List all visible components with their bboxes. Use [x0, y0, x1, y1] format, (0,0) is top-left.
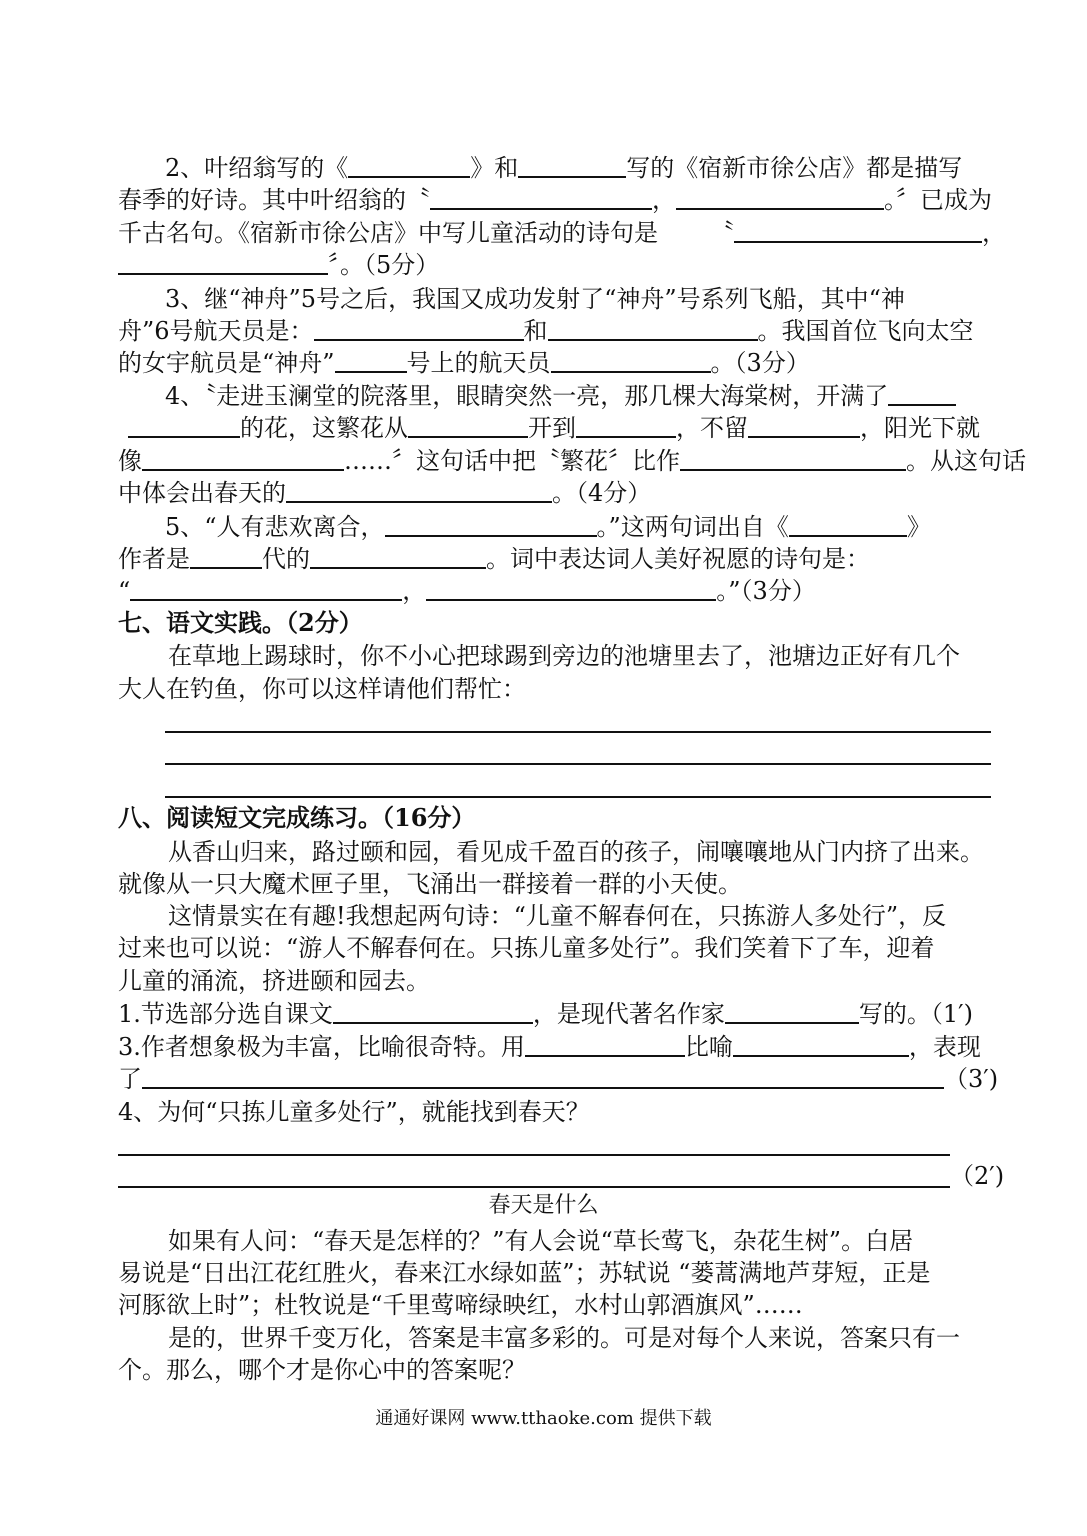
text: 。”（3分） — [716, 577, 816, 605]
s8-q4-score: （2′) — [950, 1162, 1005, 1190]
text: （3′) — [944, 1065, 999, 1093]
text: 千古名句。《宿新市徐公店》中写儿童活动的诗句是 — [118, 219, 658, 247]
blank[interactable] — [748, 412, 860, 438]
text: 。我国首位飞向太空 — [757, 317, 974, 345]
blank[interactable] — [551, 347, 711, 373]
s8-q4: 4、为何“只拣儿童多处行”，就能找到春天？ — [118, 1098, 590, 1126]
text: ，不留 — [676, 414, 748, 442]
text: 比喻 — [684, 1033, 733, 1061]
text: 1.节选部分选自课文 — [118, 1000, 333, 1028]
q4-line-3 — [118, 445, 1026, 477]
answer-line[interactable] — [118, 1154, 950, 1156]
blank[interactable] — [314, 315, 524, 341]
text: 》 — [906, 513, 931, 541]
text: 了 — [118, 1065, 142, 1093]
passage-2-line-1: 如果有人问：“春天是怎样的？”有人会说“草长莺飞，杂花生树”。白居 — [168, 1227, 914, 1255]
blank[interactable] — [680, 445, 906, 471]
blank[interactable] — [128, 412, 240, 438]
text: 4、〝走进玉澜堂的院落里，眼睛突然一亮，那几棵大海棠树，开满了 — [165, 382, 889, 410]
text: 。（3分） — [710, 349, 810, 377]
s7-paragraph-line-2: 大人在钓鱼，你可以这样请他们帮忙： — [118, 675, 526, 703]
text: 3、继“神舟”5号之后，我国又成功发射了“神舟”号系列飞船，其中“神 — [165, 285, 905, 313]
blank[interactable] — [518, 152, 626, 178]
text: 像 — [118, 447, 142, 475]
q5-line-2 — [118, 543, 870, 575]
blank[interactable] — [333, 998, 533, 1024]
q3-line-3 — [118, 347, 810, 379]
text: 舟”6号航天员是： — [118, 317, 314, 345]
blank[interactable] — [576, 412, 676, 438]
text: 中体会出春天的 — [118, 479, 286, 507]
text: 。从这句话 — [906, 447, 1026, 475]
text: 。〞已成为 — [884, 186, 992, 214]
q3-line-2 — [118, 315, 974, 347]
text: 5、“人有悲欢离合， — [165, 513, 385, 541]
text: 2、叶绍翁写的《 — [165, 154, 349, 182]
blank[interactable] — [310, 543, 486, 569]
s8-passage-line-4: 过来也可以说：“游人不解春何在。只拣儿童多处行”。我们笑着下了车，迎着 — [118, 934, 935, 962]
s8-passage-line-1: 从香山归来，路过颐和园，看见成千盈百的孩子，闹嚷嚷地从门内挤了出来。 — [168, 838, 984, 866]
page-footer: 通通好课网 www.tthaoke.com 提供下载 — [375, 1408, 712, 1429]
blank[interactable] — [789, 511, 907, 537]
q2-line-2 — [118, 184, 992, 216]
blank[interactable] — [130, 575, 402, 601]
q5-line-3 — [118, 575, 816, 607]
text: 。（4分） — [552, 479, 652, 507]
blank[interactable] — [676, 184, 884, 210]
blank[interactable] — [118, 249, 328, 275]
s8-q1 — [118, 998, 973, 1030]
s8-passage-line-3: 这情景实在有趣!我想起两句诗：“儿童不解春何在，只拣游人多处行”，反 — [168, 902, 947, 930]
q2-line-3 — [118, 217, 1006, 249]
passage-2-title: 春天是什么 — [488, 1193, 599, 1218]
text: 。词中表达词人美好祝愿的诗句是： — [486, 545, 870, 573]
text: ，是现代著名作家 — [532, 1000, 725, 1028]
s7-paragraph-line-1: 在草地上踢球时，你不小心把球踢到旁边的池塘里去了，池塘边正好有几个 — [168, 642, 960, 670]
answer-line[interactable] — [165, 731, 991, 733]
passage-2-line-2: 易说是“日出江花红胜火，春来江水绿如蓝”；苏轼说 “蒌蒿满地芦芽短，正是 — [118, 1259, 931, 1287]
blank[interactable] — [408, 412, 528, 438]
q2-line-1 — [165, 152, 962, 184]
text: ， — [982, 219, 1006, 247]
answer-line[interactable] — [165, 763, 991, 765]
text: 代的 — [262, 545, 310, 573]
text: 春季的好诗。其中叶绍翁的〝 — [118, 186, 430, 214]
blank[interactable] — [335, 347, 407, 373]
blank[interactable] — [430, 184, 652, 210]
blank[interactable] — [548, 315, 758, 341]
blank[interactable] — [734, 217, 982, 243]
section-8-title: 八、阅读短文完成练习。（16分） — [118, 803, 476, 832]
blank[interactable] — [385, 511, 597, 537]
blank[interactable] — [725, 998, 859, 1024]
text: 的花，这繁花从 — [240, 414, 408, 442]
text: 〞。（5分） — [328, 251, 440, 279]
passage-2-line-4: 是的，世界千变万化，答案是丰富多彩的。可是对每个人来说，答案只有一 — [168, 1324, 960, 1352]
blank[interactable] — [426, 575, 716, 601]
passage-2-line-5: 个。那么，哪个才是你心中的答案呢？ — [118, 1356, 526, 1384]
text: 开到 — [528, 414, 576, 442]
blank[interactable] — [525, 1031, 685, 1057]
s8-q3-line-1 — [118, 1031, 981, 1063]
s8-passage-line-5: 儿童的涌流，挤进颐和园去。 — [118, 967, 430, 995]
q3-line-1 — [165, 283, 905, 315]
blank[interactable] — [190, 543, 262, 569]
answer-line[interactable] — [165, 796, 991, 798]
blank[interactable] — [888, 380, 956, 406]
text: 的女宇航员是“神舟” — [118, 349, 335, 377]
s8-passage-line-2: 就像从一只大魔术匣子里，飞涌出一群接着一群的小天使。 — [118, 870, 742, 898]
q4-line-2 — [128, 412, 980, 444]
section-7-title: 七、语文实践。（2分） — [118, 608, 363, 637]
text: 3.作者想象极为丰富，比喻很奇特。用 — [118, 1033, 525, 1061]
blank[interactable] — [348, 152, 470, 178]
blank[interactable] — [733, 1031, 909, 1057]
text: 〝 — [710, 219, 734, 247]
text: ……〞这句话中把〝繁花〞比作 — [344, 447, 680, 475]
blank[interactable] — [142, 445, 344, 471]
passage-2-line-3: 河豚欲上时”；杜牧说是“千里莺啼绿映红，水村山郭酒旗风”…… — [118, 1291, 803, 1319]
blank[interactable] — [142, 1063, 944, 1089]
s8-q3-line-2 — [118, 1063, 998, 1095]
text: 写的。（1′) — [858, 1000, 973, 1028]
text: 作者是 — [118, 545, 190, 573]
blank[interactable] — [286, 477, 552, 503]
q4-line-1 — [165, 380, 956, 412]
q5-line-1 — [165, 511, 931, 543]
text: ， — [652, 186, 676, 214]
text: “ — [118, 577, 131, 605]
text: 和 — [523, 317, 548, 345]
text: 》和 — [470, 154, 519, 182]
text: ， — [402, 577, 427, 605]
text: 写的《宿新市徐公店》都是描写 — [626, 154, 963, 182]
answer-line[interactable] — [118, 1186, 950, 1188]
text: 。”这两句词出自《 — [596, 513, 789, 541]
q4-line-4 — [118, 477, 651, 509]
text: 号上的航天员 — [406, 349, 551, 377]
text: ，阳光下就 — [860, 414, 980, 442]
text: ，表现 — [908, 1033, 981, 1061]
q2-line-4 — [118, 249, 439, 281]
